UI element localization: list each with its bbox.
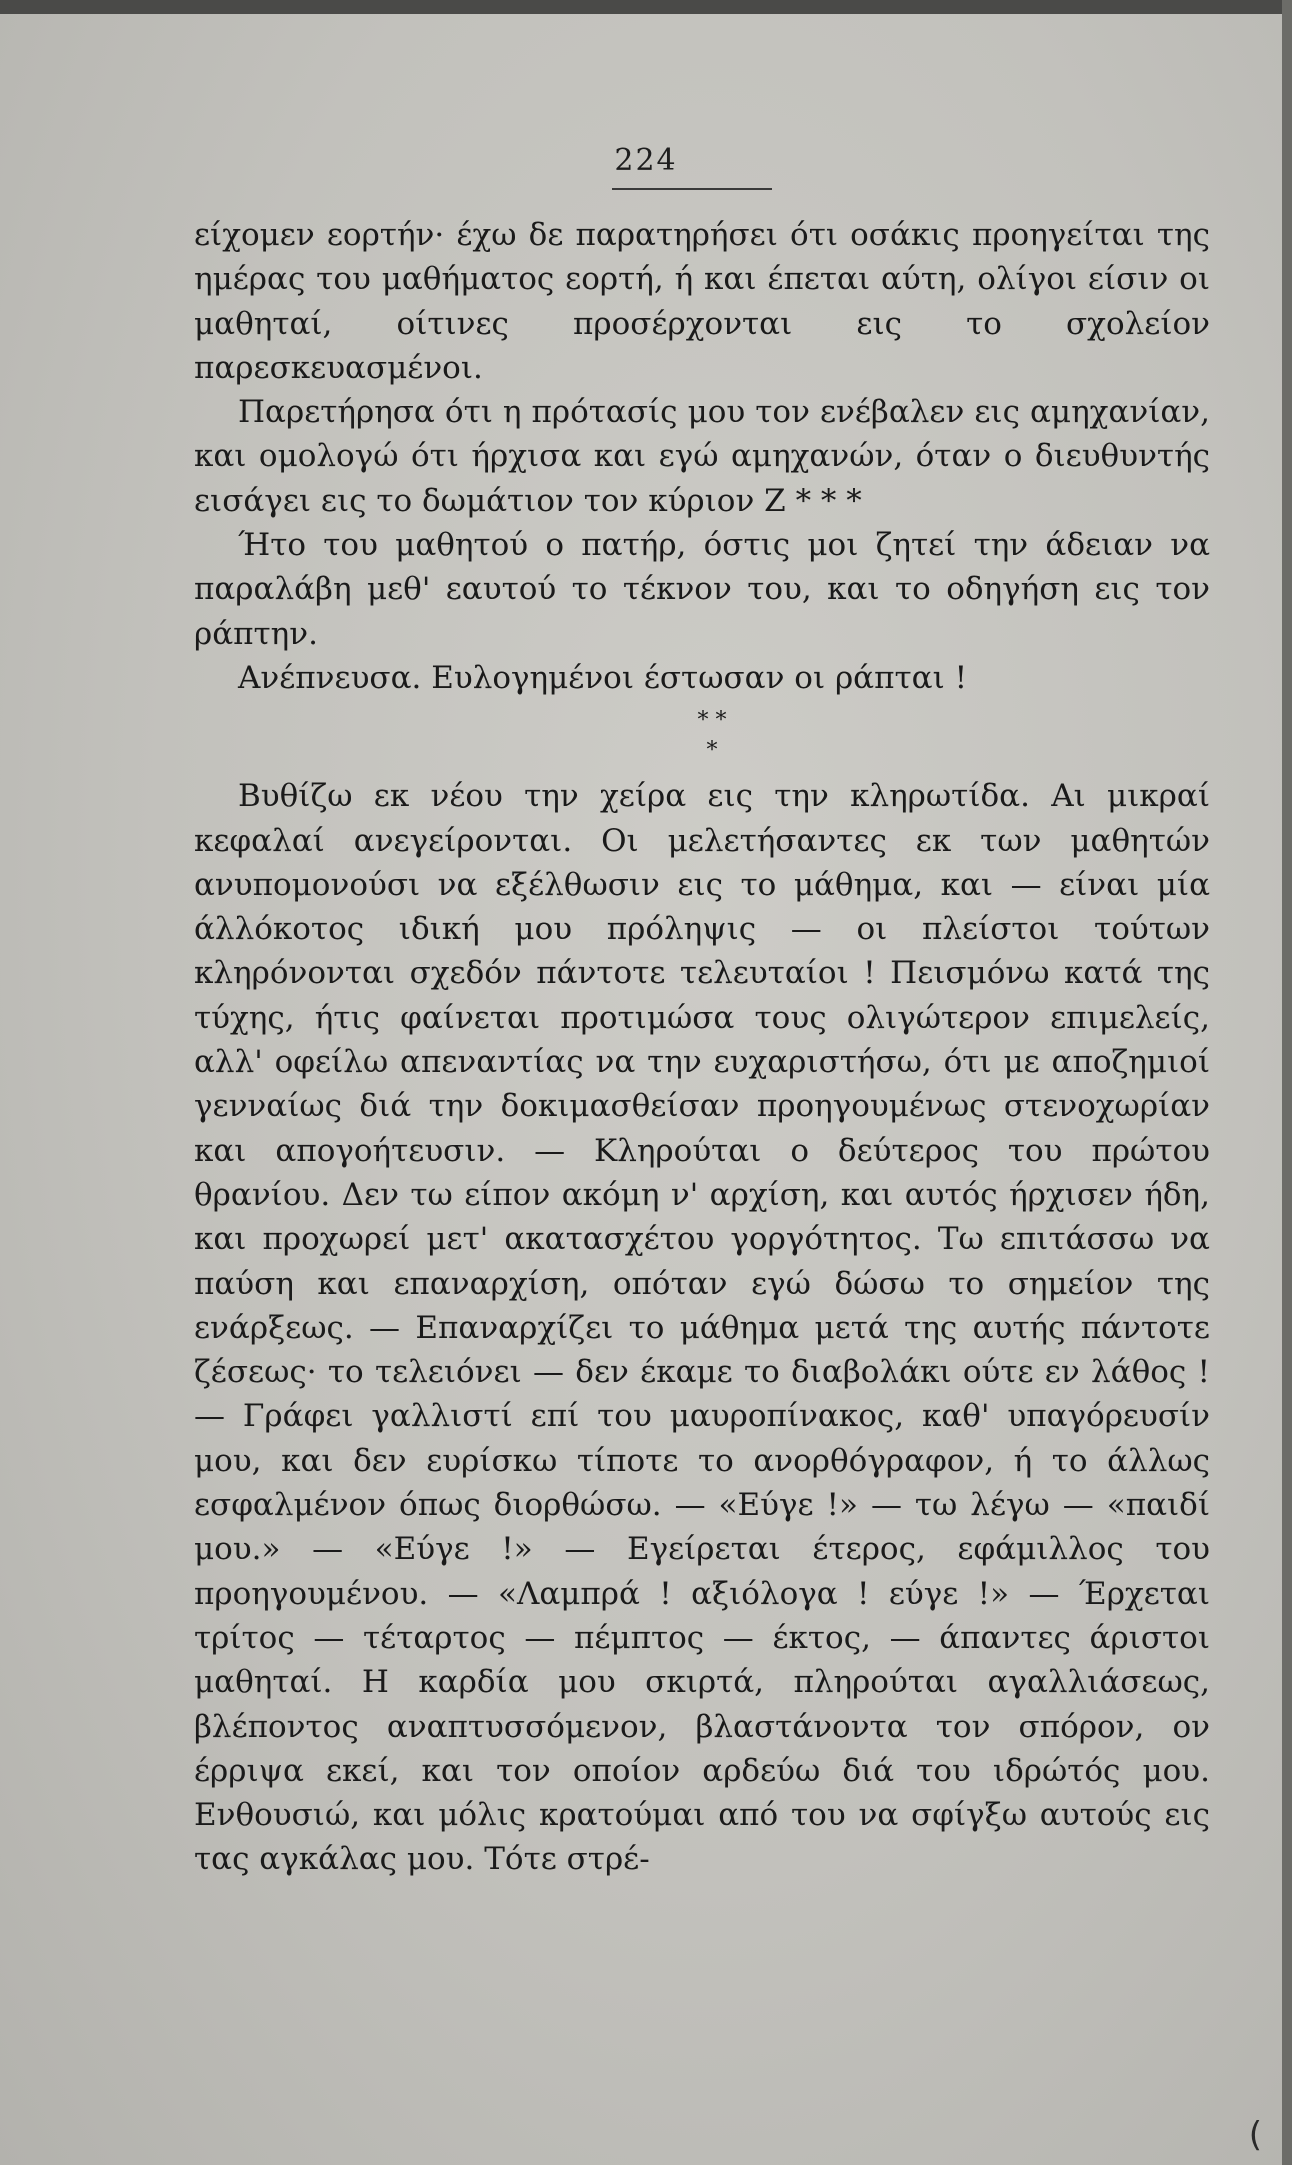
page-number: 224 — [614, 143, 678, 178]
paragraph-3: Ήτο του μαθητού ο πατήρ, όστις μοι ζητεί την άδειαν να παραλάβη μεθ' εαυτού το τέκνον του, και το οδηγήση εις τον ράπτην. — [194, 527, 1210, 652]
ornament-top-stars: * * — [697, 708, 727, 734]
margin-mark: ( — [1248, 2115, 1262, 2155]
header-rule — [612, 188, 772, 190]
scan-top-border — [0, 0, 1292, 14]
section-break-ornament — [194, 706, 1210, 766]
scan-right-border — [1282, 0, 1292, 2165]
body-text — [194, 213, 1210, 1882]
paragraph-1: είχομεν εορτήν· έχω δε παρατηρήσει ότι οσάκις προηγείται της ημέρας του μαθήματος εορτή, ή και έπεται αύτη, ολίγοι είσιν οι μαθηταί, οίτινες προσέρχονται εις το σχολείον παρεσκευασμένοι. — [194, 217, 1210, 386]
paragraph-4: Ανέπνευσα. Ευλογημένοι έστωσαν οι ράπται ! — [238, 659, 968, 696]
paragraph-2: Παρετήρησα ότι η πρότασίς μου τον ενέβαλεν εις αμηχανίαν, και ομολογώ ότι ήρχισα και εγώ αμηχανών, όταν ο διευθυντής εισάγει εις το δωμάτιον τον κύριον Ζ * * * — [194, 394, 1210, 519]
ornament-bottom-star: * — [706, 738, 718, 764]
paragraph-5: Βυθίζω εκ νέου την χείρα εις την κληρωτίδα. Αι μικραί κεφαλαί ανεγείρονται. Οι μελετήσαντες εκ των μαθητών ανυπομονούσι να εξέλθωσιν εις το μάθημα, και — είναι μία άλλόκοτος ιδική μου πρόληψις — οι πλείστοι τούτων κληρόνονται σχεδόν πάντοτε τελευταίοι ! Πεισμόνω κατά της τύχης, ήτις φαίνεται προτιμώσα τους ολιγώτερον επιμελείς, αλλ' οφείλω απεναντίας να την ευχαριστήσω, ότι με αποζημιοί γενναίως διά την δοκιμασθείσαν προηγουμένως στενοχωρίαν και απογοήτευσιν. — Κληρούται ο δεύτερος του πρώτου θρανίου. Δεν τω είπον ακόμη ν' αρχίση, και αυτός ήρχισεν ήδη, και προχωρεί μετ' ακατασχέτου γοργότητος. Τω επιτάσσω να παύση και επαναρχίση, οπόταν εγώ δώσω το σημείον της ενάρξεως. — Επαναρχίζει το μάθημα μετά της αυτής πάντοτε ζέσεως· το τελειόνει — δεν έκαμε το διαβολάκι ούτε εν λάθος ! — Γράφει γαλλιστί επί του μαυροπίνακος, καθ' υπαγόρευσίν μου, και δεν ευρίσκω τίποτε το ανορθόγραφον, ή το άλλως εσφαλμένον όπως διορθώσω. — «Εύγε !» — τω λέγω — «παιδί μου.» — «Εύγε !» — Εγείρεται έτερος, εφάμιλλος του προηγουμένου. — «Λαμπρά ! αξιόλογα ! εύγε !» — Έρχεται τρίτος — τέταρτος — πέμπτος — έκτος, — άπαντες άριστοι μαθηταί. Η καρδία μου σκιρτά, πληρούται αγαλλιάσεως, βλέποντος αναπτυσσόμενον, βλαστάνοντα τον σπόρον, ον έρριψα εκεί, και τον οποίον αρδεύω διά του ιδρώτός μου. Ενθουσιώ, και μόλις κρατούμαι από του να σφίγξω αυτούς εις τας αγκάλας μου. Τότε στρέ- — [194, 778, 1210, 1878]
